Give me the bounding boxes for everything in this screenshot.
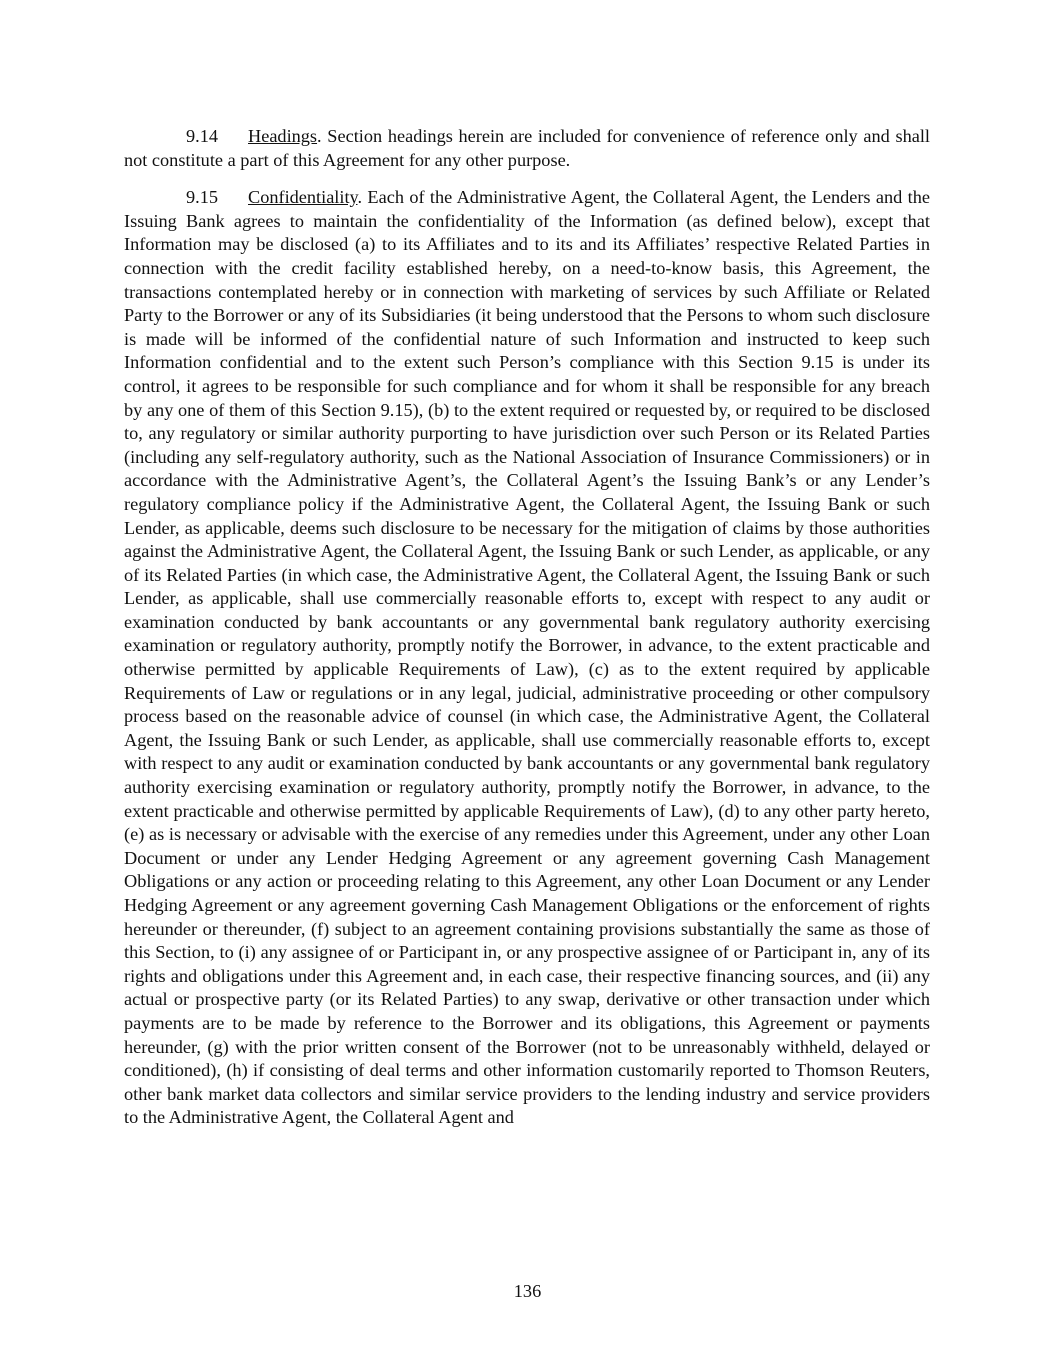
section-body: . Each of the Administrative Agent, the Collateral Agent, the Lenders and the Issuing Bank agrees to maintain the confidentiality of the Information (as defined below), except that Information may be disclosed (a) to its Affiliates and to its and its Affiliates’ respective Related Parties in connection with the credit facility established hereby, on a need-to-know basis, this Agreement, the transactions contemplated hereby or in connection with marketing of services by such Affiliate or Related Party to the Borrower or any of its Subsidiaries (it being understood that the Persons to whom such disclosure is made will be informed of the confidential nature of such Information and instructed to keep such Information confidential and to the extent such Person’s compliance with this Section 9.15 is under its control, it agrees to be responsible for such compliance and for whom it shall be responsible for any breach by any one of them of this Section 9.15), (b) to the extent required or requested by, or required to be disclosed to, any regulatory or similar authority purporting to have jurisdiction over such Person or its Related Parties (including any self-regulatory authority, such as the National Association of Insurance Commissioners) or in accordance with the Administrative Agent’s, the Collateral Agent’s the Issuing Bank’s or any Lender’s regulatory compliance policy if the Administrative Agent, the Collateral Agent, the Issuing Bank or such Lender, as applicable, deems such disclosure to be necessary for the mitigation of claims by those authorities against the Administrative Agent, the Collateral Agent, the Issuing Bank or such Lender, as applicable, or any of its Related Parties (in which case, the Administrative Agent, the Collateral Agent, the Issuing Bank or such Lender, as applicable, shall use commercially reasonable efforts to, except with respect to any audit or examination conducted by bank accountants or any governmental bank regulatory authority exercising examination or regulatory authority, promptly notify the Borrower, in advance, to the extent practicable and otherwise permitted by applicable Requirements of Law), (c) as to the extent required by applicable Requirements of Law or regulations or in any legal, judicial, administrative proceeding or other compulsory process based on the reasonable advice of counsel (in which case, the Administrative Agent, the Collateral Agent, the Issuing Bank or such Lender, as applicable, shall use commercially reasonable efforts to, except with respect to any audit or examination conducted by bank accountants or any governmental bank regulatory authority exercising examination or regulatory authority, promptly notify the Borrower, in advance, to the extent practicable and otherwise permitted by applicable Requirements of Law), (d) to any other party hereto, (e) as is necessary or advisable with the exercise of any remedies under this Agreement, under any other Loan Document or under any Lender Hedging Agreement or any agreement governing Cash Management Obligations or any action or proceeding relating to this Agreement, any other Loan Document or any Lender Hedging Agreement or any agreement governing Cash Management Obligations or the enforcement of rights hereunder or thereunder, (f) subject to an agreement containing provisions substantially the same as those of this Section, to (i) any assignee of or Participant in, or any prospective assignee of or Participant in, any of its rights and obligations under this Agreement and, in each case, their respective financing sources, and (ii) any actual or prospective party (or its Related Parties) to any swap, derivative or other transaction under which payments are to be made by reference to the Borrower and its obligations, this Agreement or payments hereunder, (g) with the prior written consent of the Borrower (not to be unreasonably withheld, delayed or conditioned), (h) if consisting of deal terms and other information customarily reported to Thomson Reuters, other bank market data collectors and similar service providers to the lending industry and service providers to the Administrative Agent, the Collateral Agent and — [124, 187, 930, 1128]
page-number: 136 — [513, 1281, 542, 1301]
section-number: 9.14 — [186, 126, 218, 146]
section-9-14 — [124, 125, 930, 172]
section-body: . Section headings herein are included for convenience of reference only and shall not constitute a part of this Agreement for any other purpose. — [124, 126, 930, 170]
document-page — [124, 125, 930, 1130]
section-9-15 — [124, 186, 930, 1130]
section-heading: Headings — [248, 126, 318, 146]
section-number: 9.15 — [186, 187, 218, 208]
section-heading: Confidentiality — [248, 187, 358, 208]
